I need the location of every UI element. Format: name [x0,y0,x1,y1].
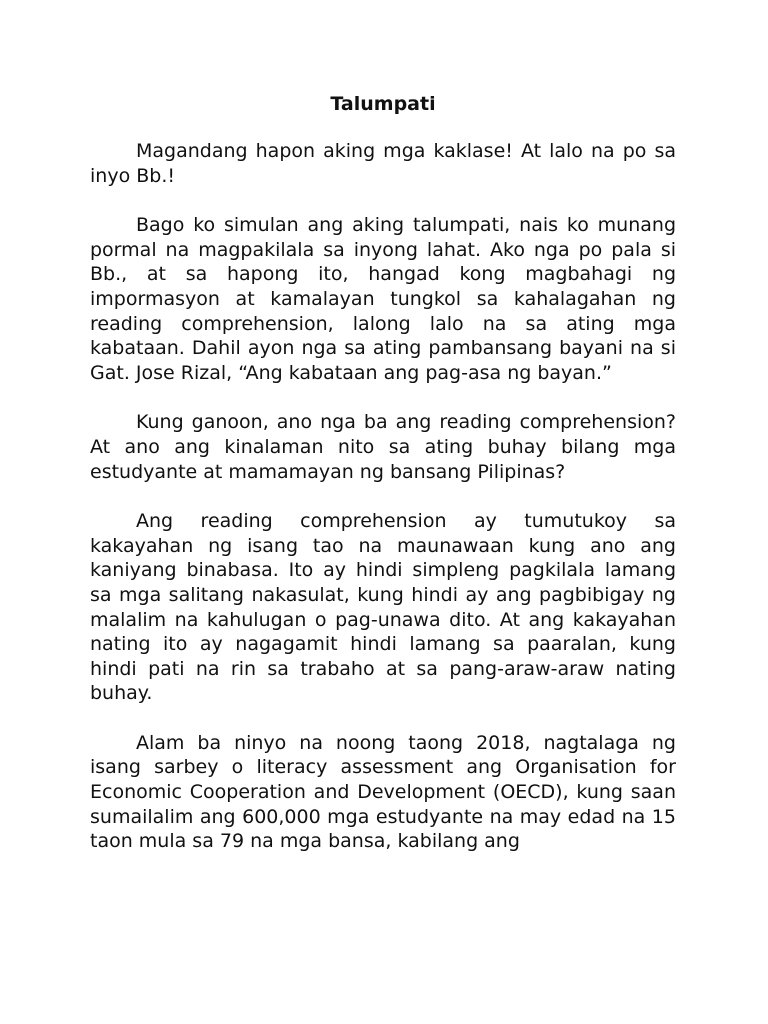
paragraph-introduction: Bago ko simulan ang aking talumpati, nais ko munang pormal na magpakilala sa inyong lahat. Ako nga po pala si Bb., at sa hapong ito, hangad kong magbahagi ng impormasyon at kamalayan tungkol sa kahalagahan ng reading comprehension, lalong lalo na sa ating mga kabataan. Dahil ayon nga sa ating pambansang bayani na si Gat. Jose Rizal, “Ang kabataan ang pag-asa ng bayan.” [90,214,676,384]
document-title: Talumpati [330,93,436,115]
paragraph-greeting: Magandang hapon aking mga kaklase! At lalo na po sa inyo Bb.! [90,140,676,187]
document-page [90,92,676,879]
paragraph-question: Kung ganoon, ano nga ba ang reading comprehension? At ano ang kinalaman nito sa ating buhay bilang mga estudyante at mamamayan ng bansang Pilipinas? [90,411,676,483]
paragraph-definition: Ang reading comprehension ay tumutukoy sa kakayahan ng isang tao na maunawaan kung ano ang kaniyang binabasa. Ito ay hindi simpleng pagkilala lamang sa mga salitang nakasulat, kung hindi ay ang pagbibigay ng malalim na kahulugan o pag-unawa dito. At ang kakayahan nating ito ay nagagamit hindi lamang sa paaralan, kung hindi pati na rin sa trabaho at sa pang-araw-araw nating buhay. [90,510,676,705]
paragraph-oecd-survey: Alam ba ninyo na noong taong 2018, nagtalaga ng isang sarbey o literacy assessment ang Organisation for Economic Cooperation and Development (OECD), kung saan sumailalim ang 600,000 mga estudyante na may edad na 15 taon mula sa 79 na mga bansa, kabilang ang [90,731,676,853]
